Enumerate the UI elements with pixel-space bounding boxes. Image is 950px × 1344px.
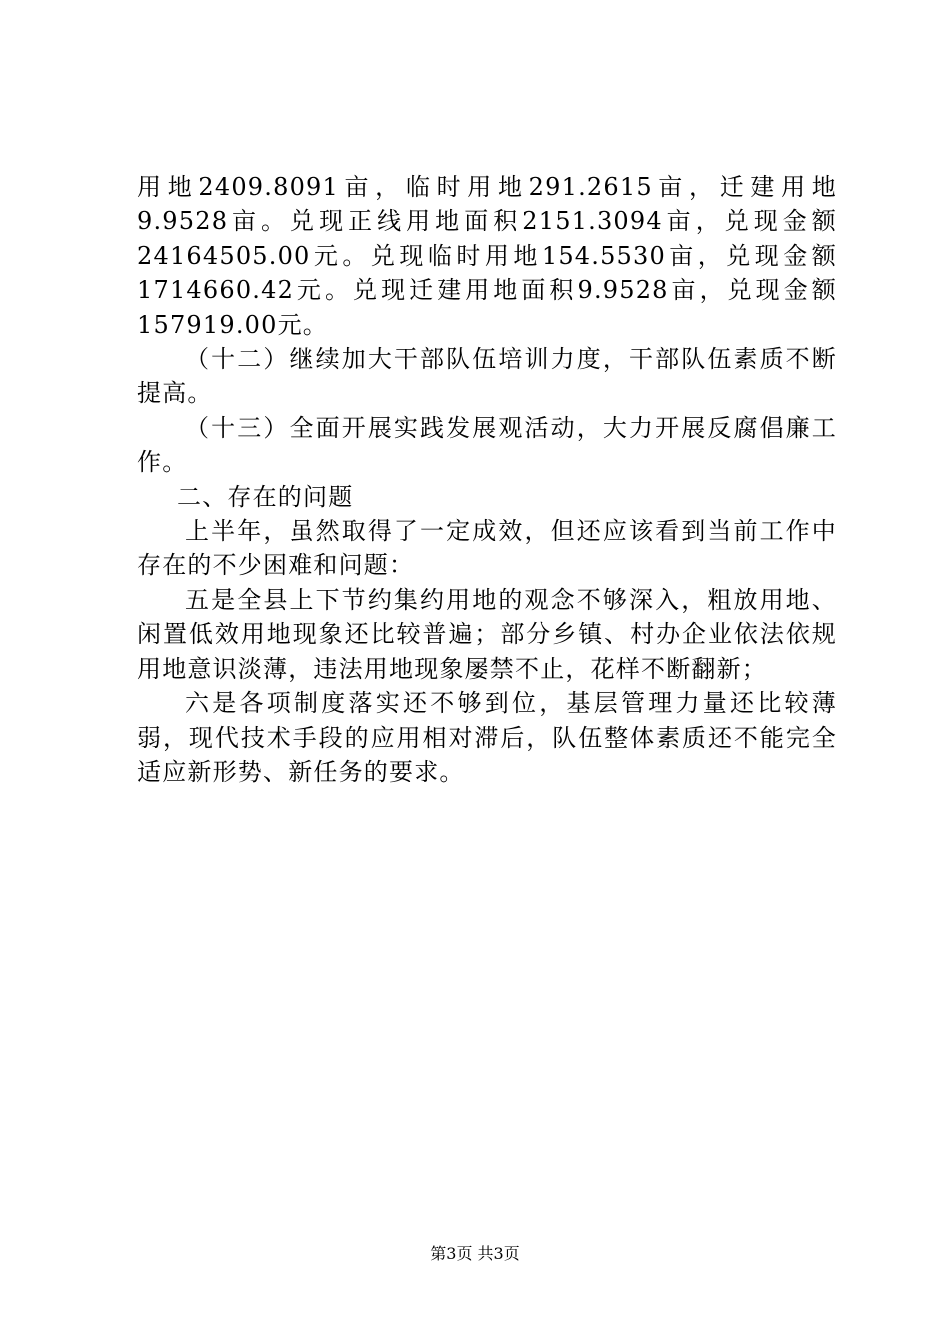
section-heading-problems: 二、存在的问题 xyxy=(177,482,354,511)
paragraph-problem-six: 六是各项制度落实还不够到位，基层管理力量还比较薄弱，现代技术手段的应用相对滞后，队伍整体素质还不能完全适应新形势、新任务的要求。 xyxy=(137,689,837,786)
paragraph-land-figures: 用地2409.8091亩，临时用地291.2615亩，迁建用地9.9528亩。兑现正线用地面积2151.3094亩，兑现金额24164505.00元。兑现临时用地154.5530亩，兑现金额1714660.42元。兑现迁建用地面积9.9528亩，兑现金额157919.00元。 xyxy=(137,173,837,339)
paragraph-problem-five: 五是全县上下节约集约用地的观念不够深入，粗放用地、闲置低效用地现象还比较普遍；部分乡镇、村办企业依法依规用地意识淡薄，违法用地现象屡禁不止，花样不断翻新； xyxy=(137,585,837,683)
paragraph-item-thirteen: （十三）全面开展实践发展观活动，大力开展反腐倡廉工作。 xyxy=(137,413,837,477)
page-number-label: 第3页 共3页 xyxy=(430,1244,520,1263)
paragraph-problems-intro: 上半年，虽然取得了一定成效，但还应该看到当前工作中存在的不少困难和问题： xyxy=(137,517,837,580)
document-body xyxy=(137,170,837,789)
page-footer xyxy=(0,1243,950,1265)
paragraph-item-twelve: （十二）继续加大干部队伍培训力度，干部队伍素质不断提高。 xyxy=(137,345,837,408)
